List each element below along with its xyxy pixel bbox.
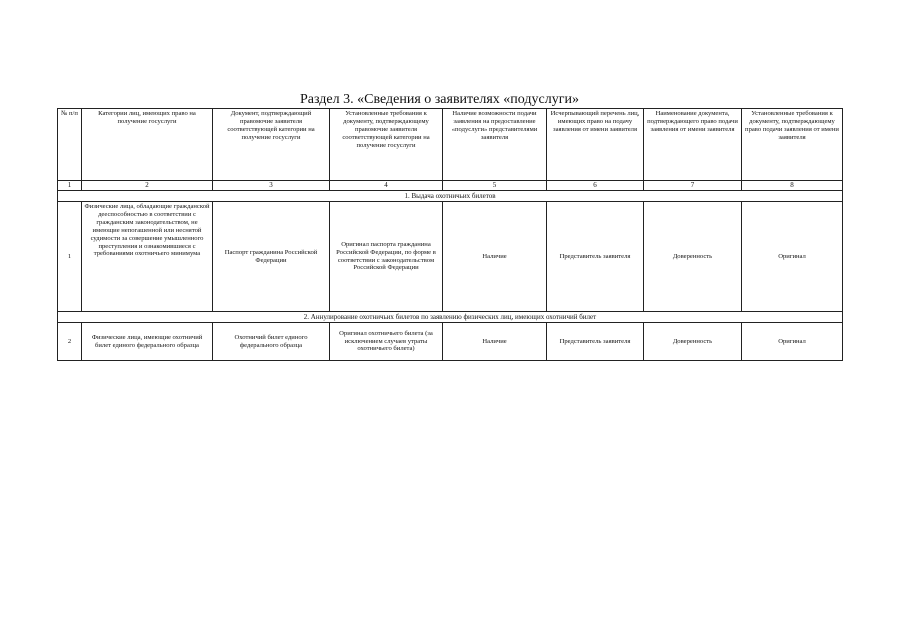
authority-requirements-cell: Оригинал [742, 202, 843, 312]
row-number-cell: 1 [58, 202, 82, 312]
authority-document-cell: Доверенность [644, 323, 742, 361]
header-cell-authority-document: Наименование документа, подтверждающего право подачи заявления от имени заявителя [644, 109, 742, 181]
header-cell-category: Категории лиц, имеющих право на получение госуслуги [82, 109, 213, 181]
header-cell-representative-possibility: Наличие возможности подачи заявления на предоставление «подуслуги» представителями заявителя [443, 109, 547, 181]
representative-possibility-cell: Наличие [443, 323, 547, 361]
column-numbers-row [58, 181, 843, 191]
document-requirements-cell: Оригинал охотничьего билета (за исключением случаев утраты охотничьего билета) [330, 323, 443, 361]
header-cell-document-requirements: Установленные требования к документу, подтверждающему правомочие заявителя соответствующей категории на получение госуслуги [330, 109, 443, 181]
column-number-cell: 4 [330, 181, 443, 191]
header-cell-representatives-list: Исчерпывающий перечень лиц, имеющих право на подачу заявления от имени заявителя [547, 109, 644, 181]
authority-document-cell: Доверенность [644, 202, 742, 312]
representatives-list-cell: Представитель заявителя [547, 202, 644, 312]
representative-possibility-cell: Наличие [443, 202, 547, 312]
page-title: Раздел 3. «Сведения о заявителях «подуслуги» [300, 92, 579, 107]
applicants-table [57, 108, 843, 361]
header-cell-authority-requirements: Установленные требования к документу, подтверждающему право подачи заявления от имени заявителя [742, 109, 843, 181]
section-row [58, 191, 843, 202]
category-cell: Физические лица, обладающие гражданской дееспособностью в соответствии с гражданским законодательством, не имеющие непогашенной или неснятой судимости за совершение умышленного преступления и ознакомившиеся с требованиями охотничьего минимума [82, 202, 213, 312]
column-number-cell: 2 [82, 181, 213, 191]
header-row [58, 109, 843, 181]
representatives-list-cell: Представитель заявителя [547, 323, 644, 361]
column-number-cell: 5 [443, 181, 547, 191]
table-row [58, 202, 843, 312]
column-number-cell: 6 [547, 181, 644, 191]
authority-requirements-cell: Оригинал [742, 323, 843, 361]
category-cell: Физические лица, имеющие охотничий билет единого федерального образца [82, 323, 213, 361]
column-number-cell: 7 [644, 181, 742, 191]
section-row [58, 312, 843, 323]
header-cell-number: № п/п [58, 109, 82, 181]
table-row [58, 323, 843, 361]
document-cell: Паспорт гражданина Российской Федерации [213, 202, 330, 312]
column-number-cell: 8 [742, 181, 843, 191]
document-requirements-cell: Оригинал паспорта гражданина Российской Федерации, по форме в соответствии с законодательством Российской Федерации [330, 202, 443, 312]
document-cell: Охотничий билет единого федерального образца [213, 323, 330, 361]
column-number-cell: 1 [58, 181, 82, 191]
section-title: 2. Аннулирование охотничьих билетов по заявлению физических лиц, имеющих охотничий билет [58, 312, 843, 323]
row-number-cell: 2 [58, 323, 82, 361]
header-cell-document: Документ, подтверждающий правомочие заявителя соответствующей категории на получение госуслуги [213, 109, 330, 181]
column-number-cell: 3 [213, 181, 330, 191]
section-title: 1. Выдача охотничьих билетов [58, 191, 843, 202]
